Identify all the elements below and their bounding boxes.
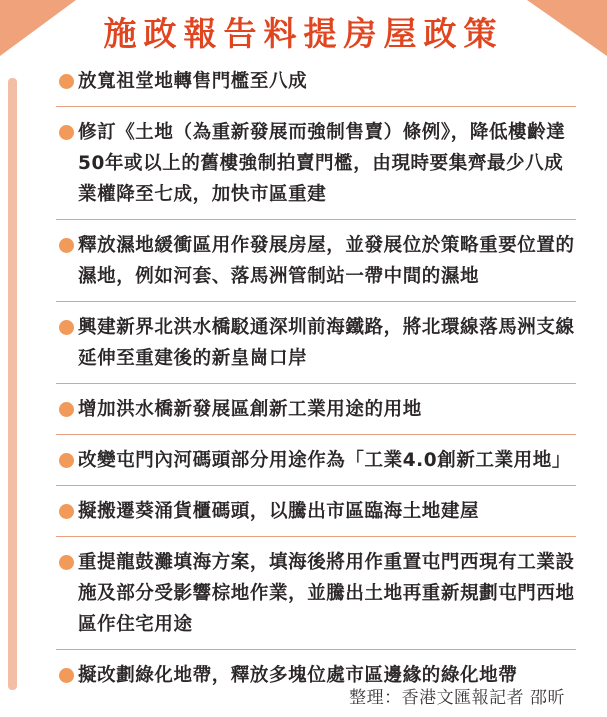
bullet-icon: [59, 238, 74, 253]
policy-item-text: 擬改劃綠化地帶，釋放多塊位處市區邊緣的綠化地帶: [78, 665, 518, 686]
bullet-icon: [59, 125, 74, 140]
policy-list: [56, 56, 576, 700]
policy-item: [56, 435, 576, 486]
bullet-icon: [59, 668, 74, 683]
policy-item: [56, 107, 576, 220]
bullet-icon: [59, 402, 74, 417]
bullet-icon: [59, 453, 74, 468]
policy-item: [56, 537, 576, 650]
policy-item: [56, 220, 576, 302]
policy-item: [56, 302, 576, 384]
reporter-credit: 整理：香港文匯報記者 邵昕: [349, 688, 565, 708]
policy-item-text: 增加洪水橋新發展區創新工業用途的用地: [78, 399, 422, 420]
bullet-icon: [59, 74, 74, 89]
bullet-icon: [59, 555, 74, 570]
policy-item: [56, 56, 576, 107]
policy-item: [56, 486, 576, 537]
page-title: 施政報告料提房屋政策: [103, 14, 504, 53]
side-rail: [8, 78, 17, 690]
policy-item: [56, 384, 576, 435]
policy-item-text: 重提龍鼓灘填海方案，填海後將用作重置屯門西現有工業設施及部分受影響棕地作業，並騰出土地再重新規劃屯門西地區作住宅用途: [78, 552, 575, 635]
policy-item-text: 修訂《土地（為重新發展而強制售賣）條例》，降低樓齡達50年或以上的舊樓強制拍賣門檻，由現時要集齊最少八成業權降至七成，加快市區重建: [78, 122, 566, 205]
policy-item-text: 釋放濕地緩衝區用作發展房屋，並發展位於策略重要位置的濕地，例如河套、落馬洲管制站一帶中間的濕地: [78, 235, 575, 287]
policy-item-text: 放寬祖堂地轉售門檻至八成: [78, 71, 308, 92]
policy-item-text: 興建新界北洪水橋駁通深圳前海鐵路，將北環線落馬洲支線延伸至重建後的新皇崗口岸: [78, 317, 575, 369]
bullet-icon: [59, 320, 74, 335]
bullet-icon: [59, 504, 74, 519]
policy-item-text: 改變屯門內河碼頭部分用途作為「工業4.0創新工業用地」: [78, 450, 571, 471]
policy-item-text: 擬搬遷葵涌貨櫃碼頭，以騰出市區臨海土地建屋: [78, 501, 480, 522]
